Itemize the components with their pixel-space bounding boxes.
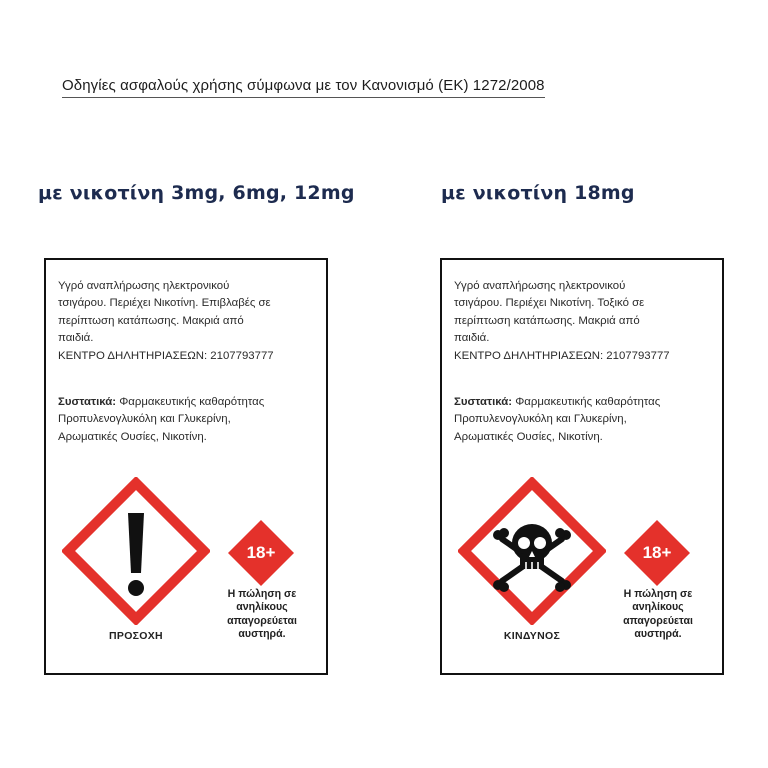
hazard-signal-word: ΚΙΝΔΥΝΟΣ — [503, 630, 561, 642]
ingredients-line: Αρωματικές Ουσίες, Νικοτίνη. — [58, 430, 207, 443]
subtitle-high-nicotine: με νικοτίνη 18mg — [441, 182, 635, 204]
sale-notice-line: ανηλίκους — [632, 601, 684, 614]
ingredients-text — [58, 394, 320, 446]
ingredients-line: Φαρμακευτικής καθαρότητας — [116, 396, 265, 408]
poison-center-line: ΚΕΝΤΡΟ ΔΗΛΗΤΗΡΙΑΣΕΩΝ: 2107793777 — [454, 349, 670, 362]
ingredients-line: Αρωματικές Ουσίες, Νικοτίνη. — [454, 430, 603, 443]
warning-line: παιδιά. — [58, 332, 94, 345]
ingredients-line: Προπυλενογλυκόλη και Γλυκερίνη, — [58, 413, 231, 426]
ingredients-text — [454, 394, 716, 446]
warning-line: παιδιά. — [454, 332, 490, 345]
warning-line: περίπτωση κατάπωσης. Μακριά από — [58, 314, 244, 327]
sale-notice-line: Η πώληση σε — [227, 588, 297, 600]
sale-notice-line: Η πώληση σε — [623, 588, 693, 600]
sale-notice-line: απαγορεύεται — [623, 614, 693, 627]
sale-notice-line: ανηλίκους — [236, 601, 288, 614]
ingredients-label: Συστατικά: — [58, 396, 117, 408]
warning-line: Υγρό αναπλήρωσης ηλεκτρονικού — [454, 280, 626, 292]
poison-center-line: ΚΕΝΤΡΟ ΔΗΛΗΤΗΡΙΑΣΕΩΝ: 2107793777 — [58, 349, 274, 362]
warning-line: τσιγάρου. Περιέχει Νικοτίνη. Τοξικό σε — [454, 297, 645, 310]
age-restriction-badge — [624, 520, 690, 586]
subtitle-low-nicotine: με νικοτίνη 3mg, 6mg, 12mg — [38, 182, 355, 204]
warning-text — [58, 278, 320, 365]
age-badge-text: 18+ — [642, 543, 672, 562]
sale-notice-line: αυστηρά. — [238, 628, 286, 641]
ingredients-line: Προπυλενογλυκόλη και Γλυκερίνη, — [454, 413, 627, 426]
ingredients-label: Συστατικά: — [454, 396, 513, 408]
page-heading: Οδηγίες ασφαλούς χρήσης σύμφωνα με τον Κανονισμό (ΕΚ) 1272/2008 — [62, 77, 545, 98]
sale-notice — [606, 588, 710, 642]
exclamation-mark-icon — [62, 477, 210, 625]
warning-line: Υγρό αναπλήρωσης ηλεκτρονικού — [58, 280, 230, 292]
warning-line: περίπτωση κατάπωσης. Μακριά από — [454, 314, 640, 327]
ingredients-line: Φαρμακευτικής καθαρότητας — [512, 396, 661, 408]
hazard-signal-word: ΠΡΟΣΟΧΗ — [109, 630, 163, 642]
sale-notice-line: απαγορεύεται — [227, 614, 297, 627]
warning-line: τσιγάρου. Περιέχει Νικοτίνη. Επιβλαβές σε — [58, 297, 271, 310]
label-card-high-nicotine — [440, 258, 724, 675]
warning-text — [454, 278, 716, 365]
age-badge-text: 18+ — [246, 543, 276, 562]
label-card-low-nicotine — [44, 258, 328, 675]
sale-notice-line: αυστηρά. — [634, 628, 682, 641]
skull-crossbones-icon — [458, 477, 606, 625]
sale-notice — [210, 588, 314, 642]
age-restriction-badge — [228, 520, 294, 586]
